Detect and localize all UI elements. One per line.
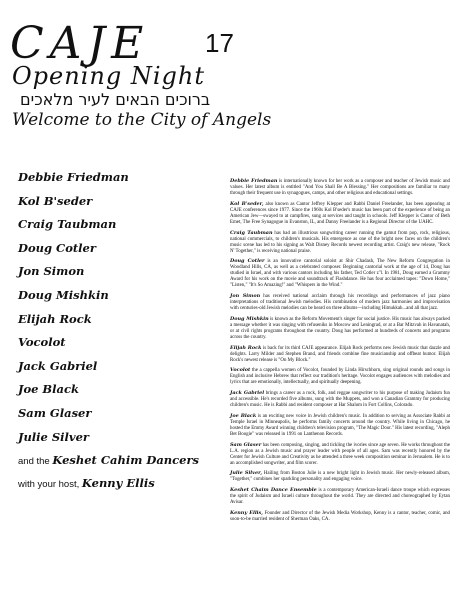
bio-paragraph	[230, 345, 450, 364]
host-prefix: with your host,	[18, 479, 80, 491]
bio-paragraph	[230, 178, 450, 197]
bio-name: Keshet Chaim Dance Ensemble	[230, 487, 317, 494]
performer-name: Doug Mishkin	[18, 287, 109, 302]
bio-column	[230, 178, 450, 527]
bio-name: Craig Taubman	[230, 229, 273, 236]
bio-paragraph	[230, 390, 450, 409]
performer-name: Julie Silver	[18, 429, 89, 444]
bio-name: Jack Gabriel	[230, 390, 265, 397]
bio-text: is known as the Reform Movement's singer for social justice. His music has always packed a message whether it was singing with refuseniks in Moscow and Leningrad, or at a Bar Mitzvah in Havanatah, or at civil rights programs throughout the country. Doug has performed at hundreds of concerts and programs across the country.	[230, 316, 450, 340]
bio-text: is back for its third CAJE appearance. Elijah Rock performs new Jewish music that dazzle and delights. Larry Milder and Stephen Brand, and friends combine fine musicianship and offbeat humor. Elijah Rock's newest release is "On My Block."	[230, 345, 450, 363]
bio-name: Kenny Ellis,	[230, 509, 263, 516]
bio-paragraph	[230, 413, 450, 438]
bio-name: Elijah Rock	[230, 344, 262, 351]
bio-name: Sam Glaser	[230, 441, 262, 448]
performer-name: Debbie Friedman	[18, 170, 129, 184]
event-title: CAJE	[10, 18, 150, 69]
hebrew-welcome: ברוכים הבאים לעיר מלאכים	[20, 90, 211, 109]
host-name: Kenny Ellis	[81, 476, 155, 491]
event-subtitle: Opening Night	[12, 62, 205, 90]
bio-name: Debbie Friedman	[230, 178, 278, 184]
performer-name: Joe Black	[18, 382, 79, 397]
bio-name: Jon Simon	[230, 293, 261, 300]
bio-name: Julie Silver,	[230, 470, 263, 477]
performer-name: Doug Cotler	[18, 240, 96, 255]
bio-paragraph	[230, 510, 450, 523]
performer-name: Kol B'seder	[18, 193, 93, 208]
bio-text: brings a career as a rock, folk, and reggae songwriter to his purpose of making Judaism fun and accessible. He's recorded five albums, sung with the Muppets, and won a Canadian Grammy for producing children's music. He is Rabbi and resident composer at Har Shalom in Fort Collins, Colorado.	[230, 391, 450, 409]
bio-text: is an innovative cantorial soloist at Shir Chadash, The New Reform Congregation in Woodland Hills, CA, as well as a celebrated composer. Beginning cantorial work at the age of 14, Doug has studied in Israel, and with various cantors including his father, Ted Cotler z"l. In 1981, Doug earned a Grammy Award for his work on the movie and soundtrack of Flashdance. He has four acclaimed tapes: "Down Home," "Listen," "It's So Amazing!" and "Whispers in the Wind."	[230, 259, 450, 289]
performer-name: Vocolot	[18, 335, 66, 350]
bio-name: Doug Mishkin	[230, 315, 269, 322]
dancers-prefix: and the	[18, 456, 50, 468]
welcome-line: Welcome to the City of Angels	[12, 110, 272, 130]
performer-name: Craig Taubman	[18, 217, 117, 232]
bio-text: is internationally known for her work as a composer and teacher of Jewish music and values. Her latest album is entitled "And You Shall Be A Blessing." Her compositions are familiar to many through their frequent use in synagogues, camps, and other religious and educational settings.	[230, 179, 450, 197]
bio-text: is an exciting new voice in Jewish children's music. In addition to serving as Associate Rabbi at Temple Israel in Minneapolis, he performs family concerts around the country. While living in Chicago, he hosted the Emmy Award winning children's television program, "The Magic Door." His latest recording, "Aleph Bet Boogie" was released in 1991 on Lanthenon Records.	[230, 413, 450, 437]
bio-text: also known as Cantor Jeffrey Klepper and Rabbi Daniel Freelander, has been appearing at CAJE conferences since 1977. Since the 1960s Kol B'seder's music has been part of the experience of being an American Jew—swayed to at campfires, sung at services and taught in schools. Jeff Klepper is Cantor of Beth Emet, The Free Synagogue in Evanston, IL, and Danny Freelander is a Regional Director of the UAHC.	[230, 201, 450, 225]
performer-name: Jack Gabriel	[18, 358, 98, 373]
bio-name: Vocolot	[230, 367, 251, 374]
bio-paragraph	[230, 316, 450, 341]
bio-text: Founder and Director of the Jewish Media Workshop, Kenny is a cantor, teacher, comic, and soon-to-be married resident of Sherman Oaks, CA.	[230, 510, 450, 522]
bio-paragraph	[230, 201, 450, 226]
dancers-line	[18, 449, 228, 472]
bio-text: the a cappella women of Vocolot, founded by Linda Hirschhorn, sing original rounds and songs in English and inclusive Hebrew that reflect our tradition's heritage. Vocolot engages audiences with melodies and lyrics that are emotionally, intellectually, and spiritually deepening.	[230, 368, 450, 386]
bio-paragraph	[230, 230, 450, 255]
performer-list	[18, 166, 228, 495]
bio-paragraph	[230, 442, 450, 467]
bio-paragraph	[230, 258, 450, 289]
bio-name: Doug Cotler	[230, 258, 265, 265]
bio-text: has had an illustrious songwriting career running the gamut from pop, rock, religious, national commercials, to children's musicals. His emergence as one of the bright new faces on the children's music scene has led to his signing as Walt Disney Records newest recording artist. Craig's new release, "Rock N' Together," is receiving national praise.	[230, 230, 450, 254]
host-line	[18, 472, 228, 495]
dancers-name: Keshet Cahim Dancers	[52, 453, 200, 468]
bio-text: is a contemporary American-Israeli dance troupe which expresses the spirit of Judaism and Israeli culture throughout the world. They are directed and choreographed by Eytan Avisar.	[230, 488, 450, 506]
bio-text: has received national acclaim through his recordings and performances of jazz piano interpretations of traditional Jewish melodies. His combination of modern jazz harmonies and improvisation with centuries-old Jewish melodies can be heard on three albums—including Himukkah...and all that jazz.	[230, 294, 450, 312]
bio-paragraph	[230, 487, 450, 506]
bio-text: has been composing, singing, and tickling the ivories since age seven. He works throughout the L.A. region as a Jewish music and prayer leader with people of all ages. Sam was recently honored by the Center for Jewish Culture and Creativity as he attended a three week composition seminar in Jerusalem. He is to an accomplished songwriter, and film scorer.	[230, 442, 450, 466]
bio-name: Joe Black	[230, 412, 257, 419]
bio-name: Kol B'seder,	[230, 200, 264, 207]
event-number: 17	[205, 28, 234, 58]
bio-paragraph	[230, 367, 450, 386]
bio-paragraph	[230, 470, 450, 483]
bio-text: Hailing from Boston Julie is a new bright light in Jewish music. Her newly-released album, "Together," combines her sparkling personality and engaging voice.	[230, 471, 450, 483]
bio-paragraph	[230, 293, 450, 312]
performer-name: Elijah Rock	[18, 311, 92, 326]
performer-name: Jon Simon	[18, 264, 85, 279]
performer-name: Sam Glaser	[18, 405, 92, 420]
program-header	[0, 0, 456, 150]
